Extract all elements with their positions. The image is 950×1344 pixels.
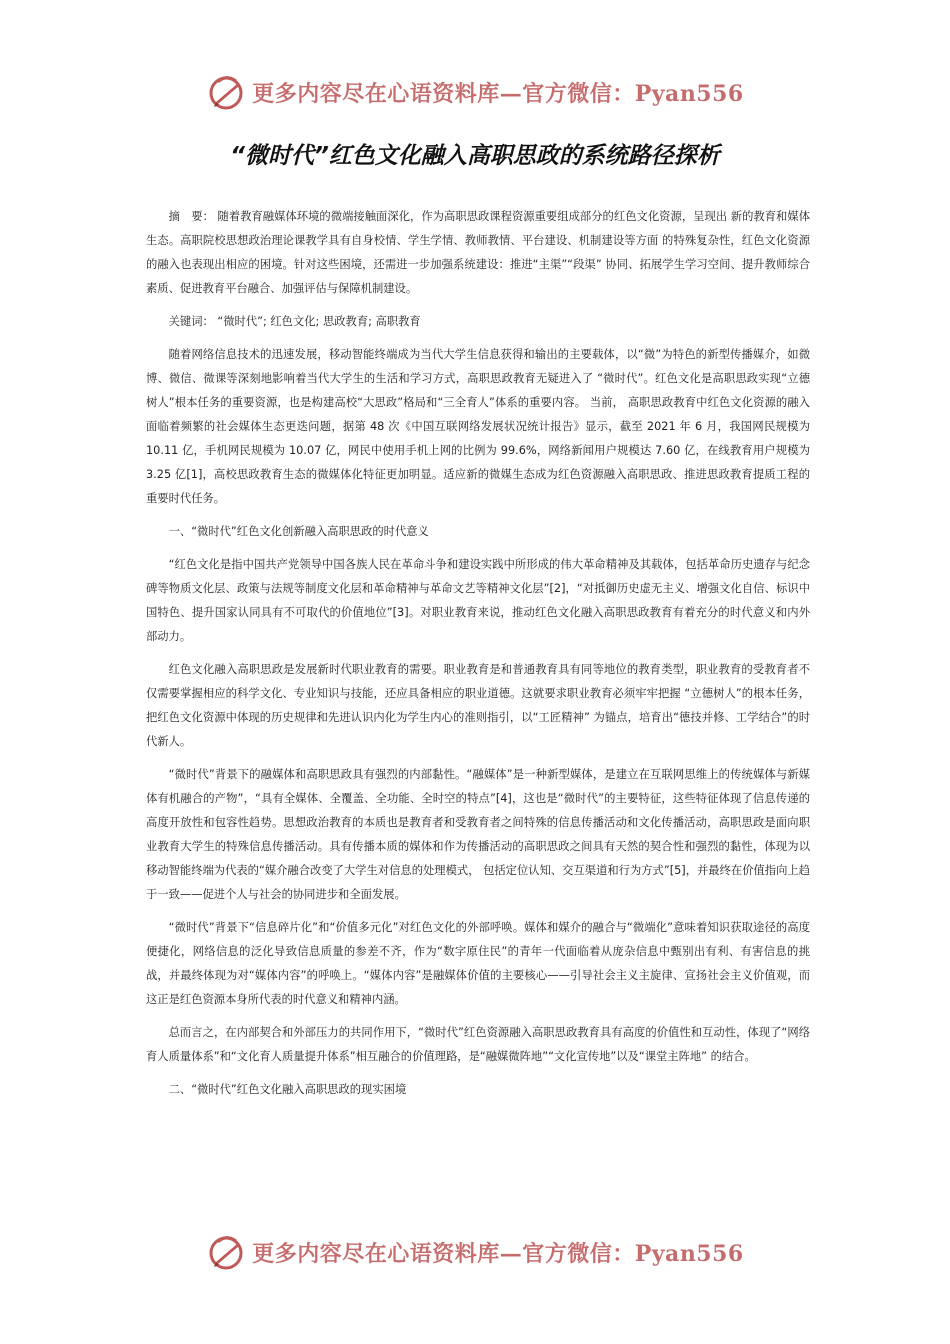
header-banner bbox=[0, 72, 950, 112]
document-body bbox=[146, 205, 810, 1111]
paragraph: “微时代”背景下的融媒体和高职思政具有强烈的内部黏性。“融媒体”是一种新型媒体，是建立在互联网思维上的传统媒体与新媒体有机融合的产物”，“具有全媒体、全覆盖、全功能、全时空的特点”[4]，这也是“微时代”的主要特征，这些特征体现了信息传递的高度开放性和包容性趋势。思想政治教育的本质也是教育者和受教育者之间特殊的信息传播活动和文化传播活动，高职思政是面向职业教育大学生的特殊信息传播活动。具有传播本质的媒体和作为传播活动的高职思政之间具有天然的契合性和强烈的黏性，体现为以移动智能终端为代表的“媒介融合改变了大学生对信息的处理模式， 包括定位认知、交互渠道和行为方式”[5]，并最终在价值指向上趋于一致——促进个人与社会的协同进步和全面发展。 bbox=[146, 768, 810, 901]
paragraph: “红色文化是指中国共产党领导中国各族人民在革命斗争和建设实践中所形成的伟大革命精神及其载体，包括革命历史遗存与纪念碑等物质文化层、政策与法规等制度文化层和革命精神与革命文艺等精神文化层”[2]，“对抵御历史虚无主义、增强文化自信、标识中国特色、提升国家认同具有不可取代的价值地位”[3]。对职业教育来说，推动红色文化融入高职思政教育有着充分的时代意义和内外部动力。 bbox=[146, 558, 810, 643]
document-title: “微时代”红色文化融入高职思政的系统路径探析 bbox=[230, 143, 720, 169]
paragraph: “微时代”背景下“信息碎片化”和“价值多元化”对红色文化的外部呼唤。媒体和媒介的融合与“微端化”意味着知识获取途径的高度便捷化，网络信息的泛化导致信息质量的参差不齐，作为“数字原住民”的青年一代面临着从庞杂信息中甄别出有利、有害信息的挑战，并最终体现为对“媒体内容”的呼唤上。“媒体内容”是融媒体价值的主要核心——引导社会主义主旋律、宣扬社会主义价值观，而这正是红色资源本身所代表的时代意义和精神内涵。 bbox=[146, 921, 810, 1006]
footer-banner bbox=[0, 1232, 950, 1272]
paragraph-intro: 随着网络信息技术的迅速发展，移动智能终端成为当代大学生信息获得和输出的主要载体，以“微”为特色的新型传播媒介，如微博、微信、微课等深刻地影响着当代大学生的生活和学习方式，高职思政教育无疑进入了 “微时代”。红色文化是高职思政实现“立德树人”根本任务的重要资源，也是构建高校“大思政”格局和“三全育人”体系的重要内容。 当前， 高职思政教育中红色文化资源的融入面临着频繁的社会媒体生态更迭问题，据第 48 次《中国互联网络发展状况统计报告》显示，截至 2021 年 6 月，我国网民规模为 10.11 亿，手机网民规模为 10.07 亿，网民中使用手机上网的比例为 99.6%，网络新闻用户规模达 7.60 亿，在线教育用户规模为 3.25 亿[1]，高校思政教育生态的微媒体化特征更加明显。适应新的微媒生态成为红色资源融入高职思政、推进思政教育提质工程的重要时代任务。 bbox=[146, 348, 810, 505]
logo-icon bbox=[206, 1232, 246, 1272]
paragraph: 红色文化融入高职思政是发展新时代职业教育的需要。职业教育是和普通教育具有同等地位的教育类型，职业教育的受教育者不仅需要掌握相应的科学文化、专业知识与技能，还应具备相应的职业道德。这就要求职业教育必须牢牢把握 “立德树人”的根本任务，把红色文化资源中体现的历史规律和先进认识内化为学生内心的准则指引，以“工匠精神” 为锚点，培育出“德技并修、工学结合”的时代新人。 bbox=[146, 663, 810, 748]
section-heading-1: 一、“微时代”红色文化创新融入高职思政的时代意义 bbox=[168, 525, 429, 538]
keywords: 关键词： “微时代”; 红色文化; 思政教育; 高职教育 bbox=[168, 315, 421, 328]
logo-icon bbox=[206, 72, 246, 112]
section-heading-2: 二、“微时代”红色文化融入高职思政的现实困境 bbox=[168, 1083, 407, 1096]
banner-text: 更多内容尽在心语资料库—官方微信：Pyan556 bbox=[252, 80, 744, 107]
banner-text: 更多内容尽在心语资料库—官方微信：Pyan556 bbox=[252, 1240, 744, 1267]
paragraph: 总而言之，在内部契合和外部压力的共同作用下，“微时代”红色资源融入高职思政教育具有高度的价值性和互动性，体现了“网络育人质量体系”和“文化育人质量提升体系”相互融合的价值理路，是“融媒微阵地”“文化宣传地”以及“课堂主阵地” 的结合。 bbox=[146, 1026, 810, 1063]
abstract: 摘 要： 随着教育融媒体环境的微端接触面深化，作为高职思政课程资源重要组成部分的红色文化资源，呈现出 新的教育和媒体生态。高职院校思想政治理论课教学具有自身校情、学生学情、教师教情、平台建设、机制建设等方面 的特殊复杂性，红色文化资源的融入也表现出相应的困境。针对这些困境，还需进一步加强系统建设：推进“主渠”“段渠” 协同、拓展学生学习空间、提升教师综合素质、促进教育平台融合、加强评估与保障机制建设。 bbox=[146, 210, 810, 295]
